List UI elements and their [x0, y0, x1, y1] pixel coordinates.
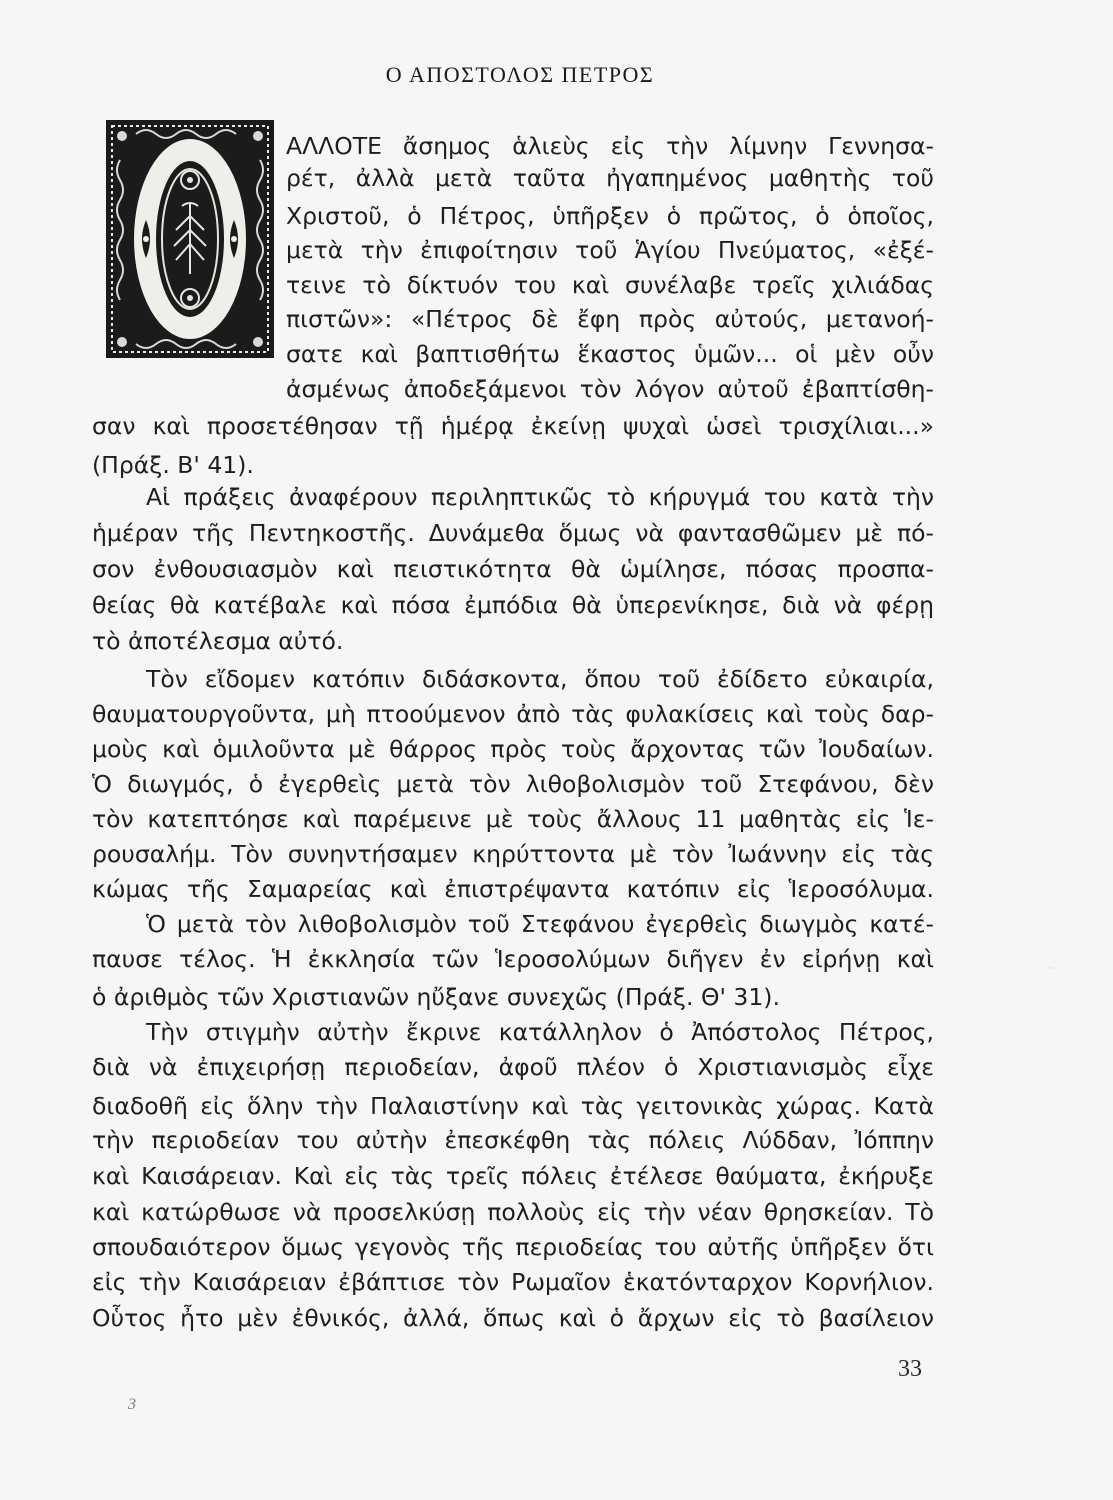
body-line-15: τὸ ἀποτέλεσμα αὐτό. [92, 627, 344, 655]
body-line-6: πιστῶν»: «Πέτρος δὲ ἔφη πρὸς αὐτούς, μετανοή- [286, 305, 934, 333]
body-line-17: θαυματουργοῦντα, μὴ πτοούμενον ἀπὸ τὰς φυλακίσεις καὶ τοὺς δαρ- [92, 700, 934, 728]
body-line-23: Ὁ μετὰ τὸν λιθοβολισμὸν τοῦ Στεφάνου ἐγερθεὶς διωγμὸς κατέ- [146, 910, 934, 938]
body-line-33: εἰς τὴν Καισάρειαν ἐβάπτισε τὸν Ρωμαῖον ἑκατόνταρχον Κορνήλιον. [92, 1268, 934, 1296]
body-line-29: τὴν περιοδείαν του αὐτὴν ἐπεσκέφθη τὰς πόλεις Λύδδαν, Ἰόππην [92, 1126, 934, 1154]
body-line-30: καὶ Καισάρειαν. Καὶ εἰς τὰς τρεῖς πόλεις ἐτέλεσε θαύματα, ἐκήρυξε [92, 1162, 934, 1190]
body-line-7: σατε καὶ βαπτισθήτω ἕκαστος ὑμῶν... οἱ μὲν οὖν [286, 340, 934, 368]
body-line-19: Ὁ διωγμός, ὁ ἐγερθεὶς μετὰ τὸν λιθοβολισμὸν τοῦ Στεφάνου, δὲν [92, 770, 934, 798]
body-line-1: ΑΛΛΟΤΕ ἄσημος ἁλιεὺς εἰς τὴν λίμνην Γεννησα- [286, 132, 934, 160]
ornamental-initial-omicron [106, 120, 274, 358]
scan-speck: ·· [1048, 964, 1054, 974]
page-number: 33 [898, 1356, 922, 1382]
body-line-31: καὶ κατώρθωσε νὰ προσελκύσῃ πολλοὺς εἰς τὴν νέαν θρησκείαν. Τὸ [92, 1198, 934, 1226]
body-line-34: Οὗτος ἦτο μὲν ἐθνικός, ἀλλά, ὅπως καὶ ὁ ἄρχων εἰς τὸ βασίλειον [92, 1304, 934, 1332]
body-line-26: Τὴν στιγμὴν αὐτὴν ἔκρινε κατάλληλον ὁ Ἀπόστολος Πέτρος, [146, 1018, 934, 1046]
body-line-10: (Πράξ. Β' 41). [92, 451, 254, 479]
body-line-3: Χριστοῦ, ὁ Πέτρος, ὑπῆρξεν ὁ πρῶτος, ὁ ὁποῖος, [286, 202, 934, 230]
signature-mark: 3 [128, 1396, 136, 1413]
initial-woodcut-icon [106, 120, 274, 358]
body-line-20: τὸν κατεπτόησε καὶ παρέμεινε μὲ τοὺς ἄλλους 11 μαθητὰς εἰς Ἱε- [92, 805, 934, 833]
body-line-22: κώμας τῆς Σαμαρείας καὶ ἐπιστρέψαντα κατόπιν εἰς Ἱεροσόλυμα. [92, 875, 934, 903]
body-line-18: μοὺς καὶ ὁμιλοῦντα μὲ θάρρος πρὸς τοὺς ἄρχοντας τῶν Ἰουδαίων. [92, 735, 934, 763]
body-line-21: ρουσαλήμ. Τὸν συνηντήσαμεν κηρύττοντα μὲ τὸν Ἰωάννην εἰς τὰς [92, 840, 934, 868]
body-line-28: διαδοθῆ εἰς ὅλην τὴν Παλαιστίνην καὶ τὰς γειτονικὰς χώρας. Κατὰ [92, 1092, 934, 1120]
body-line-2: ρέτ, ἀλλὰ μετὰ ταῦτα ἠγαπημένος μαθητὴς τοῦ [286, 164, 934, 192]
body-line-4: μετὰ τὴν ἐπιφοίτησιν τοῦ Ἁγίου Πνεύματος, «ἐξέ- [286, 236, 934, 264]
body-line-5: τεινε τὸ δίκτυόν του καὶ συνέλαβε τρεῖς χιλιάδας [286, 271, 934, 299]
body-line-11: Αἱ πράξεις ἀναφέρουν περιληπτικῶς τὸ κήρυγμά του κατὰ τὴν [146, 483, 934, 511]
body-line-12: ἡμέραν τῆς Πεντηκοστῆς. Δυνάμεθα ὅμως νὰ φαντασθῶμεν μὲ πό- [92, 519, 934, 547]
body-line-24: παυσε τέλος. Ἡ ἐκκλησία τῶν Ἱεροσολύμων διῆγεν ἐν εἰρήνῃ καὶ [92, 945, 934, 973]
body-line-13: σον ἐνθουσιασμὸν καὶ πειστικότητα θὰ ὡμίλησε, πόσας προσπα- [92, 555, 934, 583]
body-line-14: θείας θὰ κατέβαλε καὶ πόσα ἐμπόδια θὰ ὑπερενίκησε, διὰ νὰ φέρῃ [92, 591, 934, 619]
page-title: Ο ΑΠΟΣΤΟΛΟΣ ΠΕΤΡΟΣ [385, 62, 655, 87]
body-line-16: Τὸν εἴδομεν κατόπιν διδάσκοντα, ὅπου τοῦ ἐδίδετο εὐκαιρία, [146, 665, 934, 693]
body-line-8: ἀσμένως ἀποδεξάμενοι τὸν λόγον αὐτοῦ ἐβαπτίσθη- [286, 375, 934, 403]
body-line-32: σπουδαιότερον ὅμως γεγονὸς τῆς περιοδείας του αὐτῆς ὑπῆρξεν ὅτι [92, 1233, 934, 1261]
body-line-9: σαν καὶ προσετέθησαν τῇ ἡμέρᾳ ἐκείνῃ ψυχαὶ ὡσεὶ τρισχίλιαι...» [92, 412, 934, 440]
body-line-27: διὰ νὰ ἐπιχειρήσῃ περιοδείαν, ἀφοῦ πλέον ὁ Χριστιανισμὸς εἶχε [92, 1053, 934, 1081]
body-line-25: ὁ ἀριθμὸς τῶν Χριστιανῶν ηὔξανε συνεχῶς (Πράξ. Θ' 31). [92, 983, 780, 1011]
